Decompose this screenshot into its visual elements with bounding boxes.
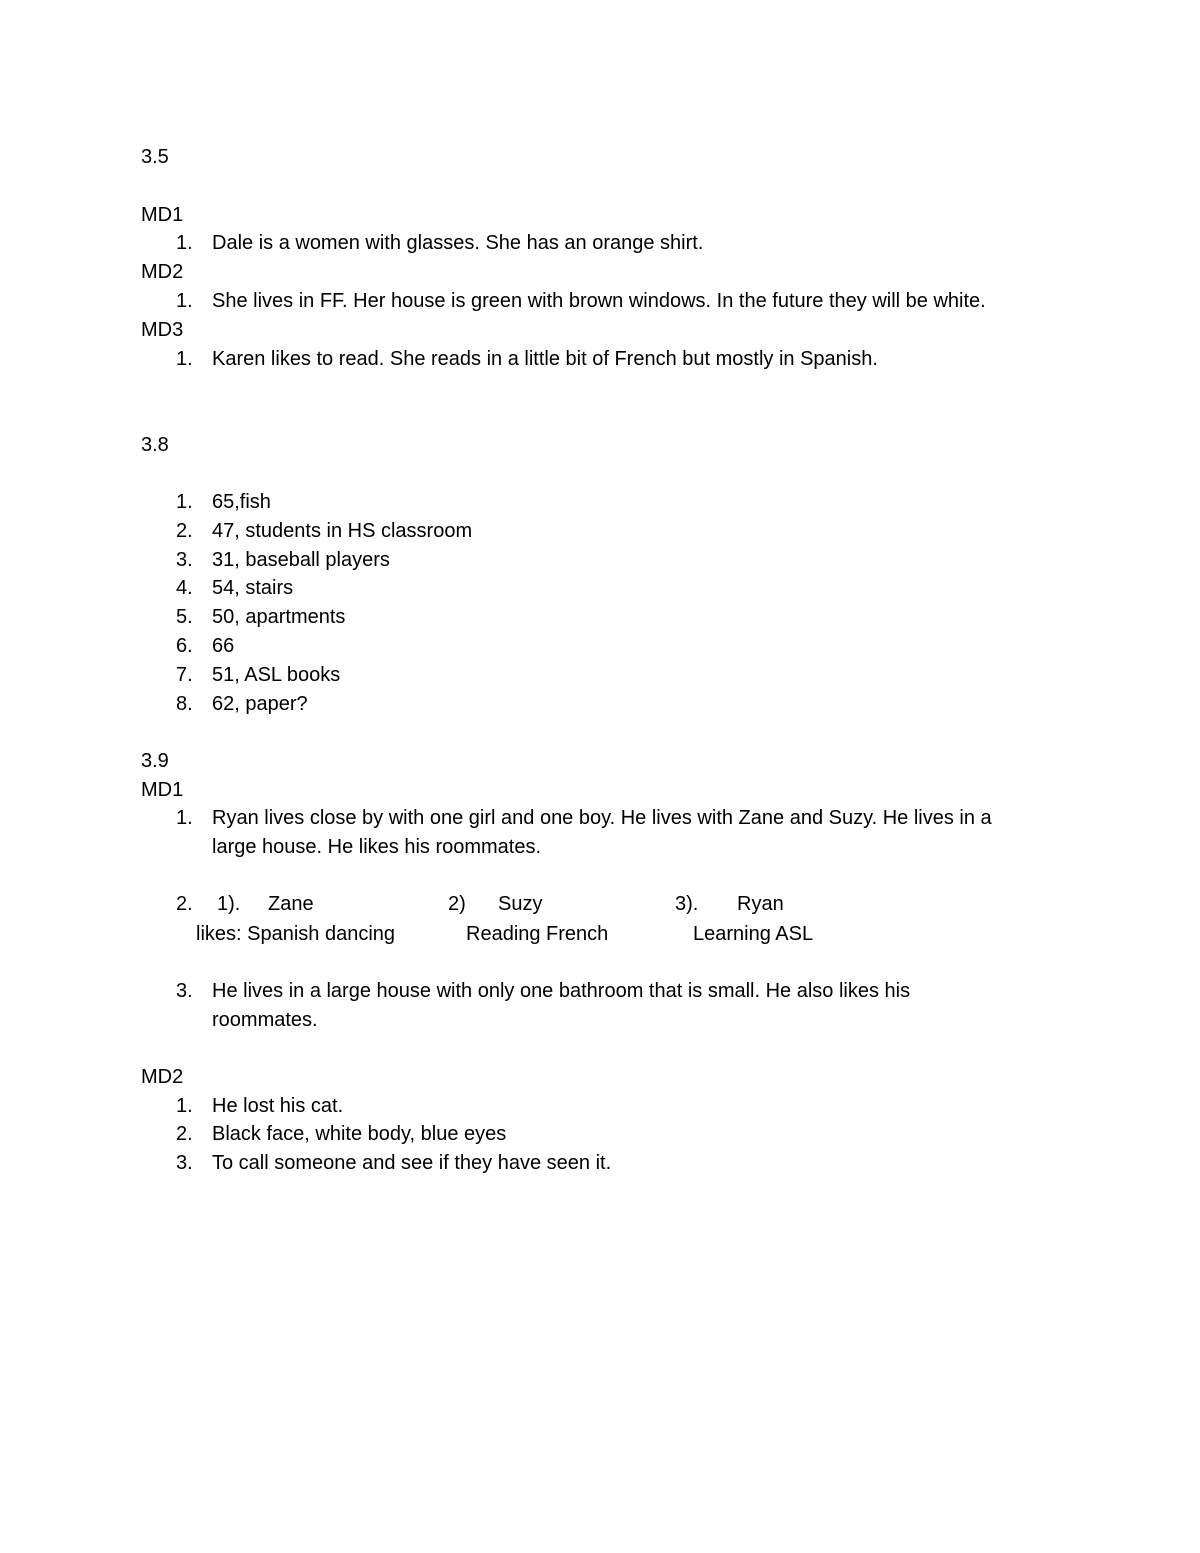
person-number: 3).	[675, 893, 699, 915]
list-number: 2.	[176, 1123, 193, 1145]
list-item: 65,fish	[212, 491, 271, 513]
list-item: 66	[212, 635, 235, 657]
list-item: Black face, white body, blue eyes	[212, 1123, 507, 1145]
likes-text: Reading French	[466, 923, 609, 945]
list-number: 1.	[176, 290, 193, 312]
list-number: 1.	[176, 491, 193, 513]
list-number: 6.	[176, 635, 193, 657]
list-item: She lives in FF. Her house is green with brown windows. In the future they will be white.	[212, 290, 986, 312]
list-number: 1.	[176, 232, 193, 254]
list-number: 5.	[176, 606, 193, 628]
list-item: To call someone and see if they have seen it.	[212, 1152, 612, 1174]
list-item: He lost his cat.	[212, 1095, 344, 1117]
list-item-continuation: roommates.	[212, 1009, 318, 1031]
section-heading-3-8: 3.8	[141, 434, 169, 456]
list-number: 7.	[176, 664, 193, 686]
list-item: 47, students in HS classroom	[212, 520, 473, 542]
list-item: 54, stairs	[212, 577, 294, 599]
person-number: 2)	[448, 893, 466, 915]
list-number: 2.	[176, 520, 193, 542]
list-item: Karen likes to read. She reads in a little bit of French but mostly in Spanish.	[212, 348, 878, 370]
likes-text: likes: Spanish dancing	[196, 923, 396, 945]
list-number: 4.	[176, 577, 193, 599]
list-item: Dale is a women with glasses. She has an orange shirt.	[212, 232, 704, 254]
list-item: 31, baseball players	[212, 549, 390, 571]
section-heading-3-9: 3.9	[141, 750, 169, 772]
list-number: 3.	[176, 549, 193, 571]
likes-text: Learning ASL	[693, 923, 814, 945]
list-item: 50, apartments	[212, 606, 346, 628]
person-number: 1).	[217, 893, 241, 915]
person-name: Zane	[268, 893, 314, 915]
list-number: 1.	[176, 348, 193, 370]
list-number: 1.	[176, 807, 193, 829]
list-number: 1.	[176, 1095, 193, 1117]
md1-label: MD1	[141, 779, 184, 801]
md2-label: MD2	[141, 1066, 184, 1088]
person-name: Suzy	[498, 893, 543, 915]
list-item: 51, ASL books	[212, 664, 341, 686]
list-item: He lives in a large house with only one bathroom that is small. He also likes his	[212, 980, 911, 1002]
md1-label: MD1	[141, 204, 184, 226]
list-item: 62, paper?	[212, 693, 308, 715]
section-heading-3-5: 3.5	[141, 146, 169, 168]
list-item-continuation: large house. He likes his roommates.	[212, 836, 542, 858]
md3-label: MD3	[141, 319, 184, 341]
person-name: Ryan	[737, 893, 784, 915]
list-number: 3.	[176, 980, 193, 1002]
list-number: 2.	[176, 893, 193, 915]
list-number: 3.	[176, 1152, 193, 1174]
md2-label: MD2	[141, 261, 184, 283]
list-item: Ryan lives close by with one girl and one boy. He lives with Zane and Suzy. He lives in a	[212, 807, 992, 829]
list-number: 8.	[176, 693, 193, 715]
